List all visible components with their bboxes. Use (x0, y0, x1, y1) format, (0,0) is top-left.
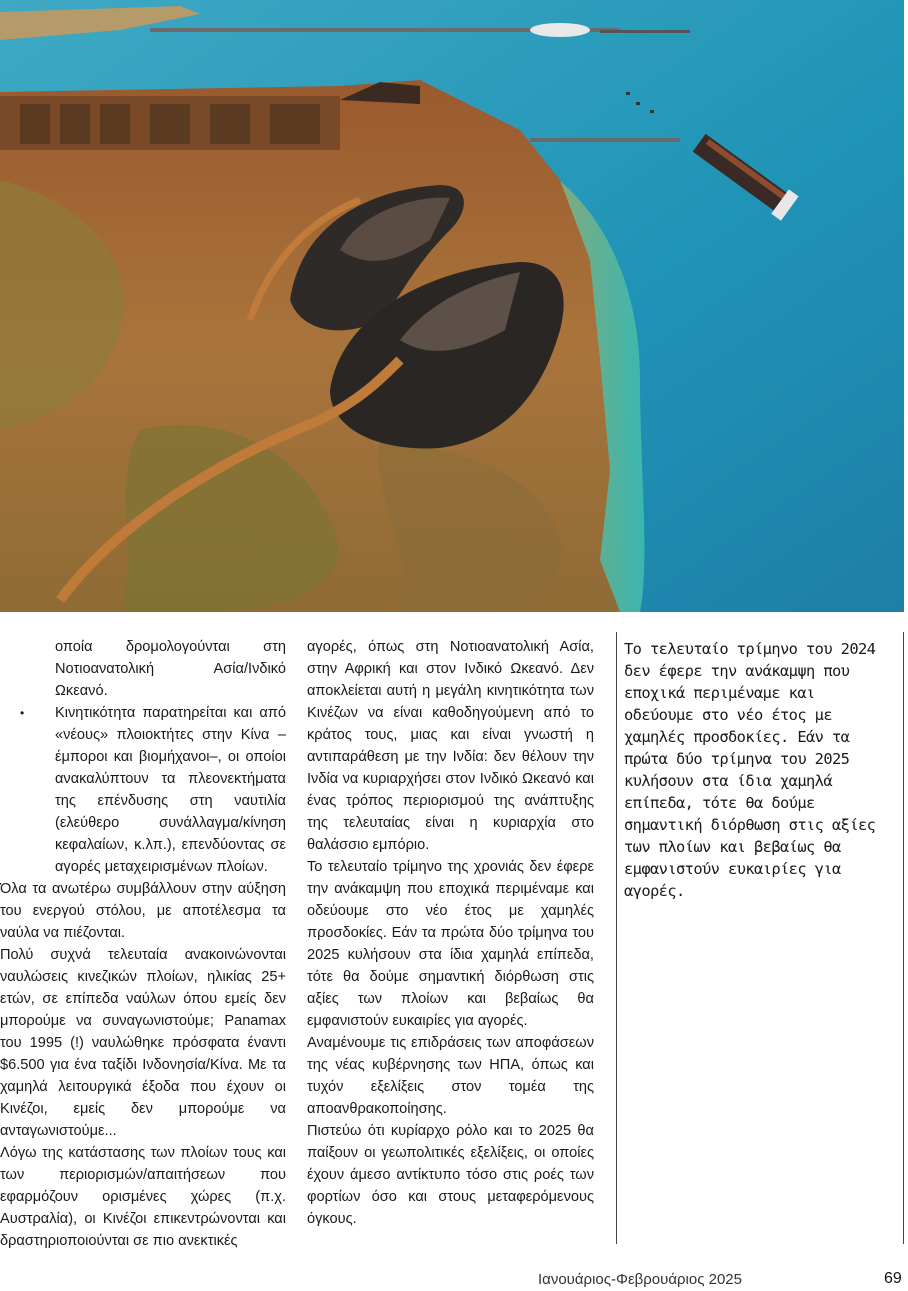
pullquote-divider-left (616, 632, 617, 1244)
pullquote-divider-right (903, 632, 904, 1244)
column-middle (307, 636, 594, 1230)
list-continuation: οποία δρομολογούνται στη Νοτιοανατολική Ασία/Ινδικό Ωκεανό. (55, 639, 286, 699)
page-number: 69 (884, 1270, 902, 1287)
issue-date: Ιανουάριος-Φεβρουάριος 2025 (538, 1271, 742, 1288)
paragraph: Αναμένουμε τις επιδράσεις των αποφάσεων της νέας κυβέρνησης των ΗΠΑ, όπως και τυχόν εξελίξεις στον τομέα της απoανθρακοποίησης. (307, 1035, 594, 1117)
bullet-icon: • (20, 706, 25, 720)
paragraph: Πιστεύω ότι κυρίαρχο ρόλο και το 2025 θα παίξουν οι γεωπολιτικές εξελίξεις, οι οποίες έχουν άμεσο αντίκτυπο τόσο στις ροές των φορτίων όσο και στους μεταφερόμενους όγκους. (307, 1123, 594, 1227)
paragraph: Όλα τα ανωτέρω συμβάλλουν στην αύξηση του ενεργού στόλου, με αποτέλεσμα τα ναύλα να πιέζονται. (0, 881, 286, 941)
list-item-text: Κινητικότητα παρατηρείται και από «νέους» πλοιοκτήτες στην Κίνα –έμποροι και βιομήχανοι–, οι οποίοι ανακαλύπτουν τα πλεονεκτήματα της επένδυσης στη ναυτιλία (ελεύθερο συνάλλαγμα/κίνηση κεφαλαίων, κ.λπ.), επενδύοντας σε αγορές μεταχειρισμένων πλοίων. (55, 705, 286, 875)
aerial-port-photo (0, 0, 904, 612)
pull-quote: Το τελευταίο τρίμηνο του 2024 δεν έφερε την ανάκαμψη που εποχικά περιμέναμε και οδεύουμε στο νέο έτος με χαμηλές προσδοκίες. Εάν τα πρώτα δύο τρίμηνα του 2025 κυλήσουν στα ίδια χαμηλά επίπεδα, τότε θα δούμε σημαντική διόρθωση στις αξίες των πλοίων και βεβαίως θα εμφανιστούν ευκαιρίες για αγορές. (624, 640, 876, 900)
column-left (0, 636, 286, 1252)
aerial-port-illustration (0, 0, 904, 612)
paragraph: Λόγω της κατάστασης των πλοίων τους και των περιορισμών/απαιτήσεων που εφαρμόζουν ορισμένες χώρες (π.χ. Αυστραλία), οι Κινέζοι επικεντρώνονται και δραστηριοποιούνται σε πιο ανεκτικές (0, 1145, 286, 1249)
paragraph: Το τελευταίο τρίμηνο της χρονιάς δεν έφερε την ανάκαμψη που εποχικά περιμέναμε και οδεύουμε στο νέο έτος με χαμηλές προσδοκίες. Εάν τα πρώτα δύο τρίμηνα του 2025 κυλήσουν στα ίδια χαμηλά επίπεδα, τότε θα δούμε σημαντική διόρθωση στις αξίες των πλοίων και βεβαίως θα εμφανιστούν ευκαιρίες για αγορές. (307, 859, 594, 1029)
list-item (0, 702, 286, 878)
paragraph: αγορές, όπως στη Νοτιοανατολική Ασία, στην Αφρική και στον Ινδικό Ωκεανό. Δεν αποκλείεται αυτή η μεγάλη κινητικότητα των Κινέζων να είναι καθοδηγούμενη από το κράτος τους, μιας και είναι γνωστή η αντιπαράθεση με την Ινδία: δεν θέλουν την Ινδία να κυριαρχήσει στον Ινδικό Ωκεανό και ένας τρόπος περιορισμού της ανάπτυξης της τελευταίας είναι η κυριαρχία στο θαλάσσιο εμπόριο. (307, 639, 594, 853)
paragraph: Πολύ συχνά τελευταία ανακοινώνονται ναυλώσεις κινεζικών πλοίων, ηλικίας 25+ ετών, σε επίπεδα ναύλων όπου εμείς δεν μπορούμε να συναγωνιστούμε; Panamax του 1995 (!) ναυλώθηκε πρόσφατα έναντι $6.500 για ένα ταξίδι Ινδονησία/Κίνα. Με τα χαμηλά λειτουργικά έξοδα που έχουν οι Κινέζοι, εμείς δεν μπορούμε να ανταγωνιστούμε... (0, 947, 286, 1139)
